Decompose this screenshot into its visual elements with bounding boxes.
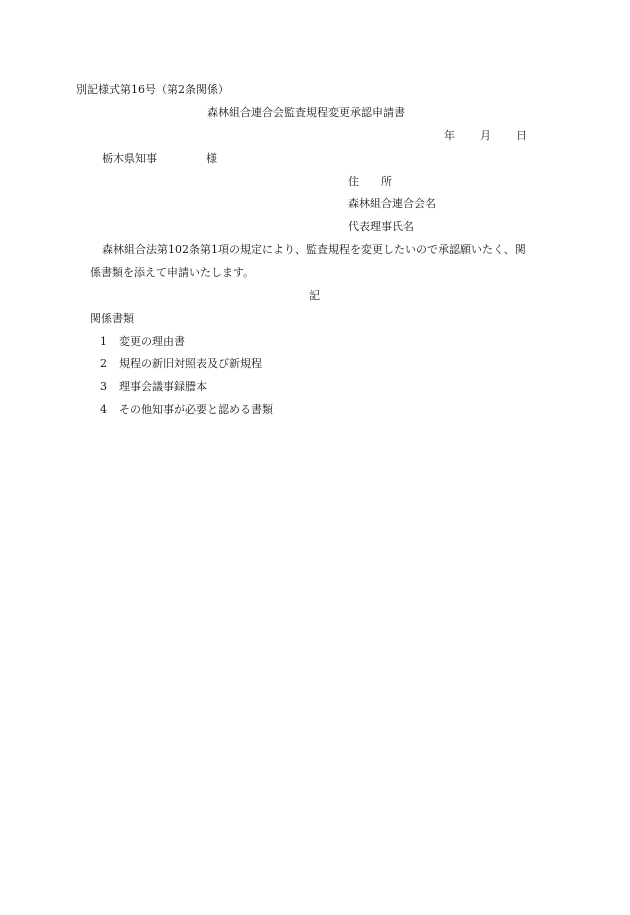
- attachment-item: [0, 403, 630, 417]
- attachments-heading: 関係書類: [90, 312, 134, 325]
- body-text-line-1: 森林組合法第102条第1項の規定により、監査規程を変更したいので承認願いたく、関: [102, 243, 526, 256]
- attachment-label: 変更の理由書: [119, 335, 185, 348]
- date-year-label: 年: [444, 129, 455, 142]
- applicant-federation-name-label: 森林組合連合会名: [348, 197, 436, 210]
- address-label-first-char: 住: [348, 175, 359, 188]
- address-label-second-char: 所: [381, 175, 392, 188]
- attachment-number: 3: [100, 380, 107, 393]
- ki-heading: 記: [309, 289, 320, 302]
- form-number: 別記様式第16号（第2条関係）: [76, 83, 229, 96]
- attachment-label: その他知事が必要と認める書類: [119, 403, 273, 416]
- addressee: 栃木県知事: [102, 152, 157, 165]
- addressee-honorific: 様: [206, 152, 217, 165]
- applicant-representative-label: 代表理事氏名: [348, 220, 414, 233]
- attachment-item: [0, 357, 630, 371]
- attachment-item: [0, 380, 630, 394]
- attachment-label: 規程の新旧対照表及び新規程: [119, 357, 262, 370]
- attachment-number: 2: [100, 357, 107, 370]
- body-text-line-2: 係書類を添えて申請いたします。: [90, 266, 255, 279]
- attachment-number: 4: [100, 403, 107, 416]
- document-title: 森林組合連合会監査規程変更承認申請書: [207, 106, 405, 119]
- attachment-number: 1: [100, 335, 107, 348]
- attachment-item: [0, 335, 630, 349]
- attachment-label: 理事会議事録謄本: [119, 380, 207, 393]
- applicant-address-label: [348, 175, 392, 189]
- date-day-label: 日: [516, 129, 527, 142]
- date-month-label: 月: [480, 129, 491, 142]
